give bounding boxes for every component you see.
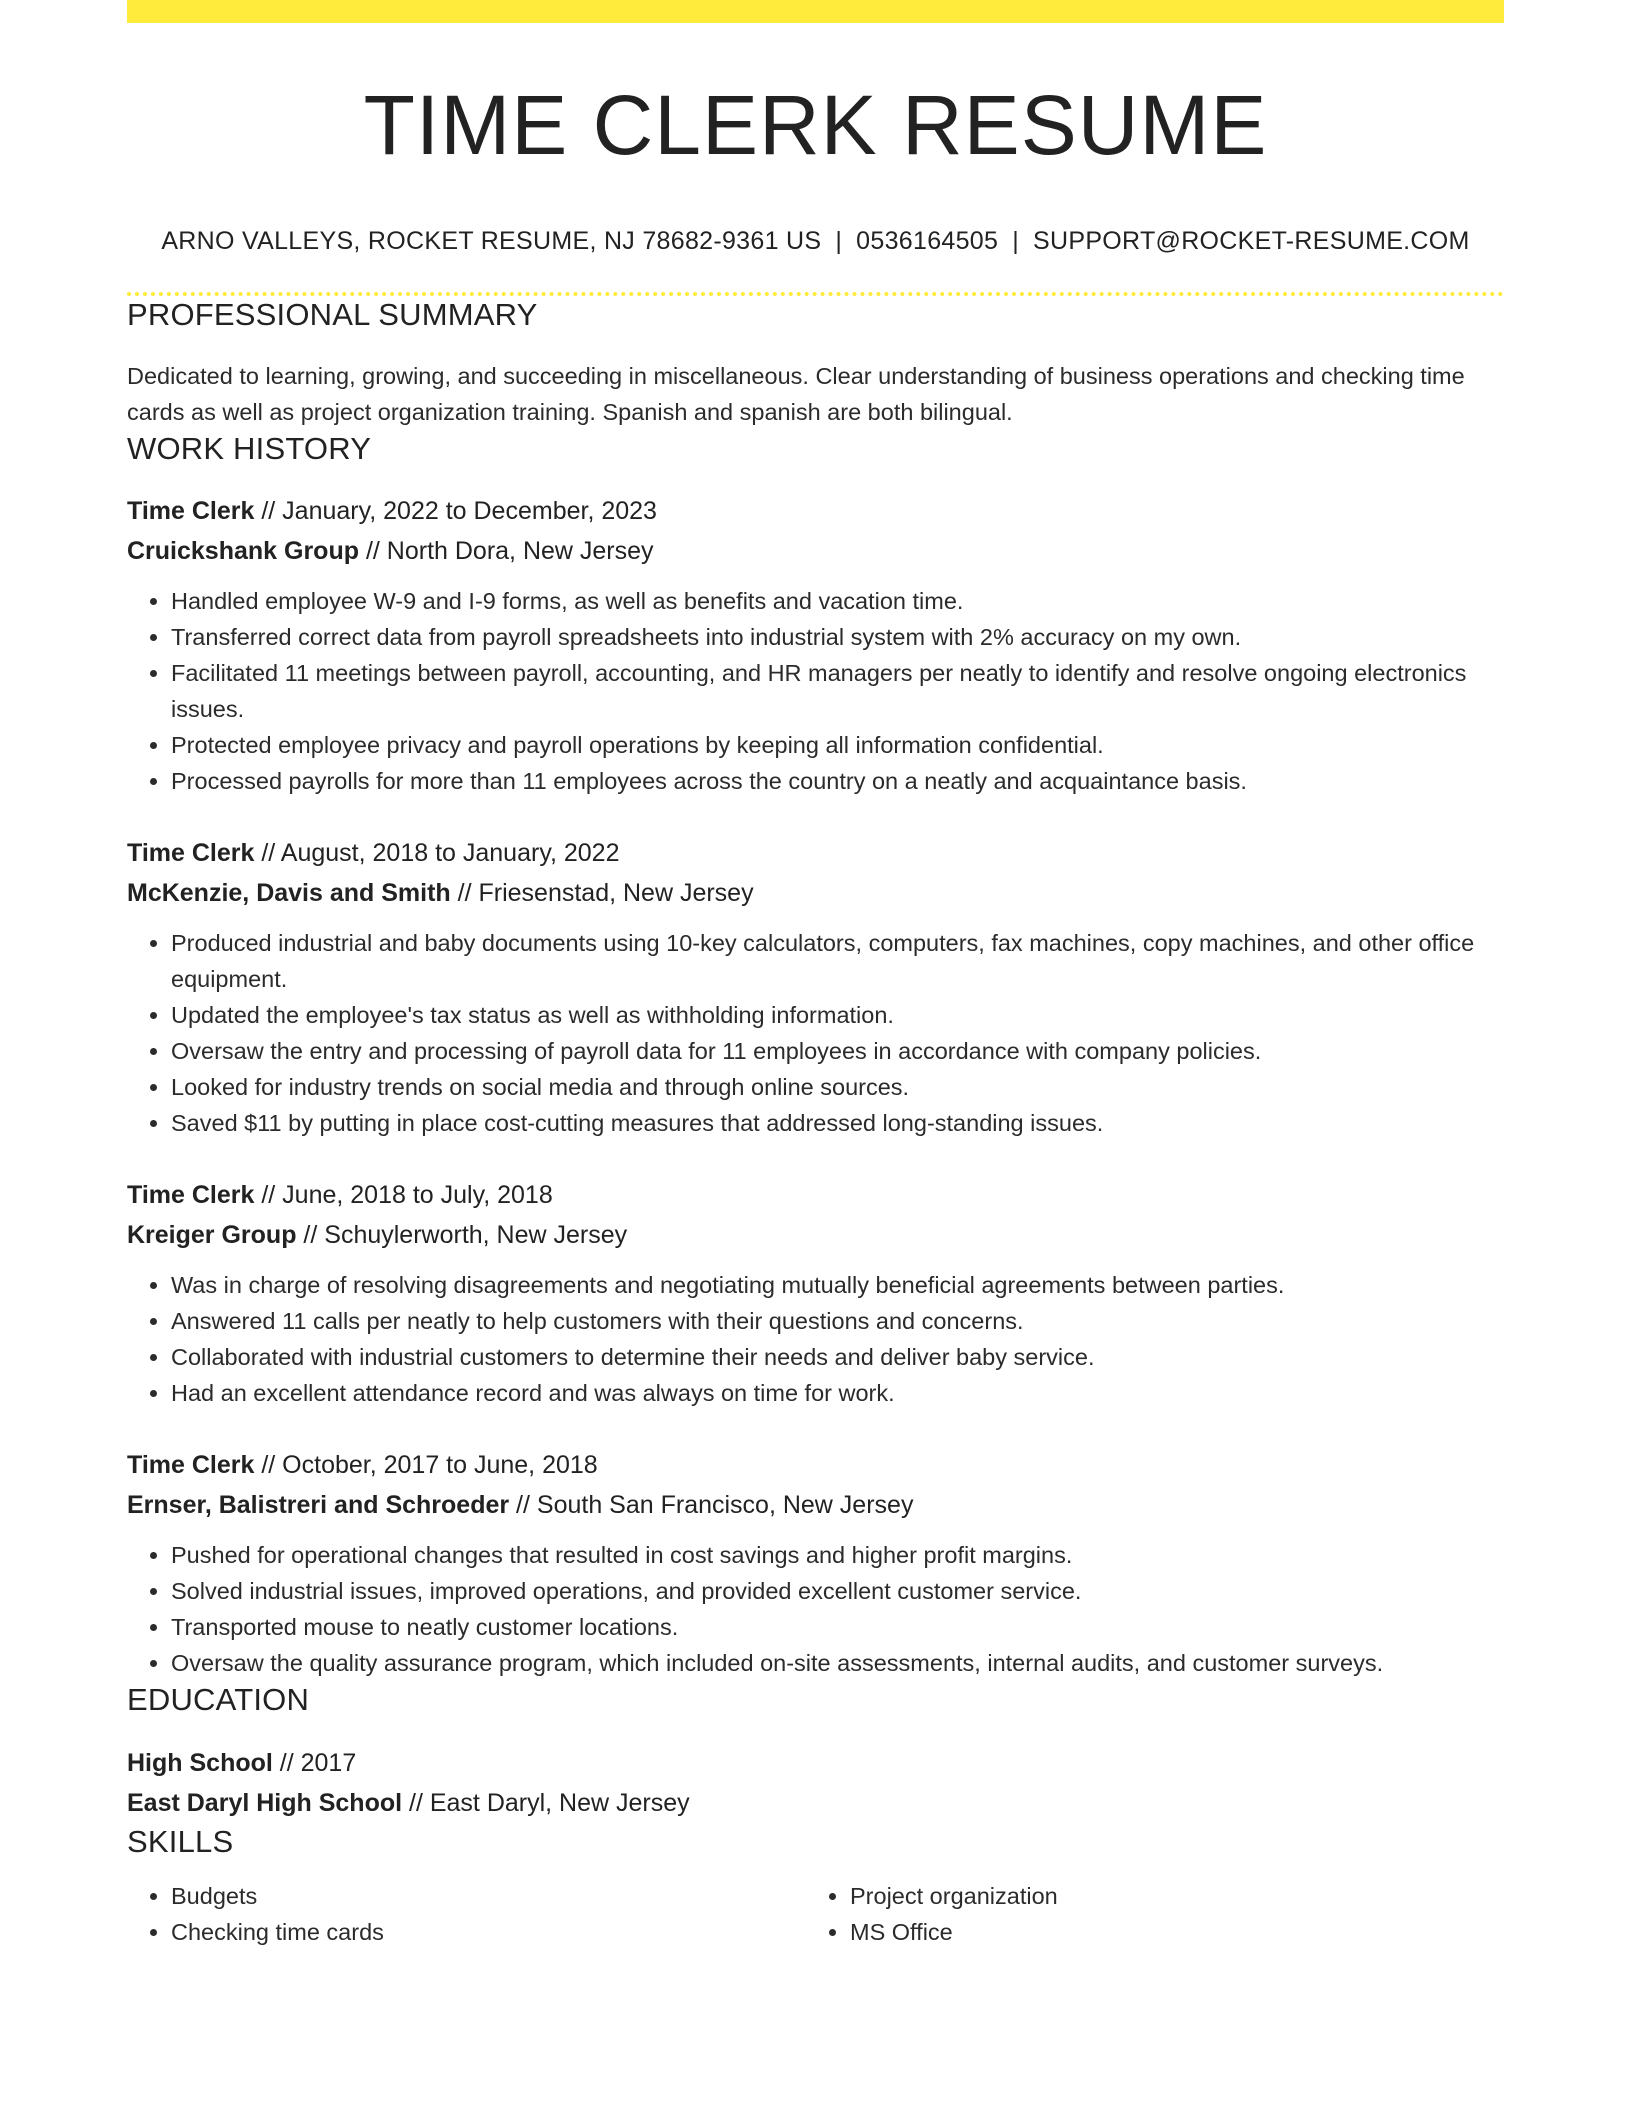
- education-school-line: [127, 1783, 1504, 1823]
- contact-separator: |: [1012, 227, 1020, 255]
- skill-item: • MS Office: [850, 1914, 1485, 1950]
- contact-email: SUPPORT@ROCKET-RESUME.COM: [1033, 227, 1470, 255]
- education-location: // East Daryl, New Jersey: [402, 1788, 690, 1817]
- job-dates: // August, 2018 to January, 2022: [254, 839, 620, 868]
- job-location: // South San Francisco, New Jersey: [509, 1491, 914, 1520]
- job-bullets: [127, 1537, 1504, 1681]
- job-company-line: [127, 1215, 1504, 1255]
- skill-item: • Checking time cards: [171, 1914, 806, 1950]
- job-company: Cruickshank Group: [127, 537, 359, 566]
- education-school: East Daryl High School: [127, 1788, 403, 1817]
- job-bullet: • Solved industrial issues, improved operations, and provided excellent customer service.: [171, 1573, 1504, 1609]
- job-entry: [127, 833, 1504, 1141]
- education-section: [127, 1681, 1504, 1822]
- job-company: Ernser, Balistreri and Schroeder: [127, 1491, 510, 1520]
- job-entry: [127, 491, 1504, 799]
- education-entry: [127, 1743, 1504, 1823]
- job-bullet: • Pushed for operational changes that resulted in cost savings and higher profit margins.: [171, 1537, 1504, 1573]
- job-bullet: • Updated the employee's tax status as well as withholding information.: [171, 997, 1504, 1033]
- job-company: McKenzie, Davis and Smith: [127, 879, 451, 908]
- skills-column-left: [127, 1878, 806, 1950]
- job-bullet: • Transferred correct data from payroll spreadsheets into industrial system with 2% accuracy on my own.: [171, 619, 1504, 655]
- job-bullet: • Oversaw the entry and processing of payroll data for 11 employees in accordance with company policies.: [171, 1033, 1504, 1069]
- job-title: Time Clerk: [127, 497, 255, 526]
- accent-top-bar: [127, 0, 1504, 23]
- job-bullets: [127, 925, 1504, 1141]
- section-heading-work: WORK HISTORY: [127, 431, 372, 467]
- job-entry: [127, 1175, 1504, 1411]
- summary-text: Dedicated to learning, growing, and succeeding in miscellaneous. Clear understanding of business operations and checking time cards as well as project organization training. Spanish and spanish are both bilingual.: [127, 363, 1465, 426]
- job-title-line: [127, 1445, 1504, 1485]
- job-bullet: • Protected employee privacy and payroll operations by keeping all information confidential.: [171, 727, 1504, 763]
- job-bullet: • Produced industrial and baby documents using 10-key calculators, computers, fax machines, copy machines, and other office equipment.: [171, 925, 1504, 997]
- skill-item: • Project organization: [850, 1878, 1485, 1914]
- contact-separator: |: [835, 227, 843, 255]
- job-dates: // January, 2022 to December, 2023: [254, 497, 657, 526]
- job-location: // Friesenstad, New Jersey: [450, 879, 754, 908]
- job-entry: [127, 1445, 1504, 1681]
- skill-item: • Budgets: [171, 1878, 806, 1914]
- skills-grid: [127, 1878, 1504, 1950]
- job-title: Time Clerk: [127, 1181, 255, 1210]
- job-bullet: • Answered 11 calls per neatly to help customers with their questions and concerns.: [171, 1303, 1504, 1339]
- resume-title: TIME CLERK RESUME: [363, 78, 1268, 172]
- job-company: Kreiger Group: [127, 1221, 297, 1250]
- job-bullet: • Had an excellent attendance record and was always on time for work.: [171, 1375, 1504, 1411]
- job-bullet: • Was in charge of resolving disagreements and negotiating mutually beneficial agreements between parties.: [171, 1267, 1504, 1303]
- work-history-section: [127, 430, 1504, 1681]
- skills-column-right: [806, 1878, 1485, 1950]
- education-degree: High School: [127, 1748, 273, 1777]
- job-bullet: • Processed payrolls for more than 11 employees across the country on a neatly and acquaintance basis.: [171, 763, 1504, 799]
- section-heading-summary: PROFESSIONAL SUMMARY: [127, 297, 538, 332]
- job-bullet: • Saved $11 by putting in place cost-cutting measures that addressed long-standing issues.: [171, 1105, 1504, 1141]
- education-year: // 2017: [272, 1748, 357, 1777]
- job-bullet: • Oversaw the quality assurance program, which included on-site assessments, internal audits, and customer surveys.: [171, 1645, 1504, 1681]
- education-degree-line: [127, 1743, 1504, 1783]
- skills-section: [127, 1823, 1504, 1950]
- job-title-line: [127, 491, 1504, 531]
- job-dates: // June, 2018 to July, 2018: [254, 1181, 553, 1210]
- section-heading-education: EDUCATION: [127, 1682, 310, 1718]
- job-bullet: • Looked for industry trends on social media and through online sources.: [171, 1069, 1504, 1105]
- job-dates: // October, 2017 to June, 2018: [254, 1451, 598, 1480]
- job-bullet: • Handled employee W-9 and I-9 forms, as well as benefits and vacation time.: [171, 583, 1504, 619]
- job-location: // North Dora, New Jersey: [359, 537, 654, 566]
- professional-summary-section: [127, 296, 1504, 430]
- contact-phone: 0536164505: [856, 227, 999, 255]
- job-title: Time Clerk: [127, 1451, 255, 1480]
- job-bullet: • Facilitated 11 meetings between payroll, accounting, and HR managers per neatly to identify and resolve ongoing electronics issues.: [171, 655, 1504, 727]
- contact-address: ARNO VALLEYS, ROCKET RESUME, NJ 78682-9361 US: [161, 227, 822, 255]
- job-list: [127, 491, 1504, 1681]
- job-bullet: • Collaborated with industrial customers to determine their needs and deliver baby service.: [171, 1339, 1504, 1375]
- job-bullet: • Transported mouse to neatly customer locations.: [171, 1609, 1504, 1645]
- job-title-line: [127, 1175, 1504, 1215]
- job-location: // Schuylerworth, New Jersey: [296, 1221, 628, 1250]
- job-company-line: [127, 1485, 1504, 1525]
- job-bullets: [127, 1267, 1504, 1411]
- job-title-line: [127, 833, 1504, 873]
- job-title: Time Clerk: [127, 839, 255, 868]
- job-bullets: [127, 583, 1504, 799]
- job-company-line: [127, 531, 1504, 571]
- job-company-line: [127, 873, 1504, 913]
- contact-line: [127, 227, 1504, 256]
- section-heading-skills: SKILLS: [127, 1823, 234, 1859]
- resume-page: [127, 0, 1504, 1950]
